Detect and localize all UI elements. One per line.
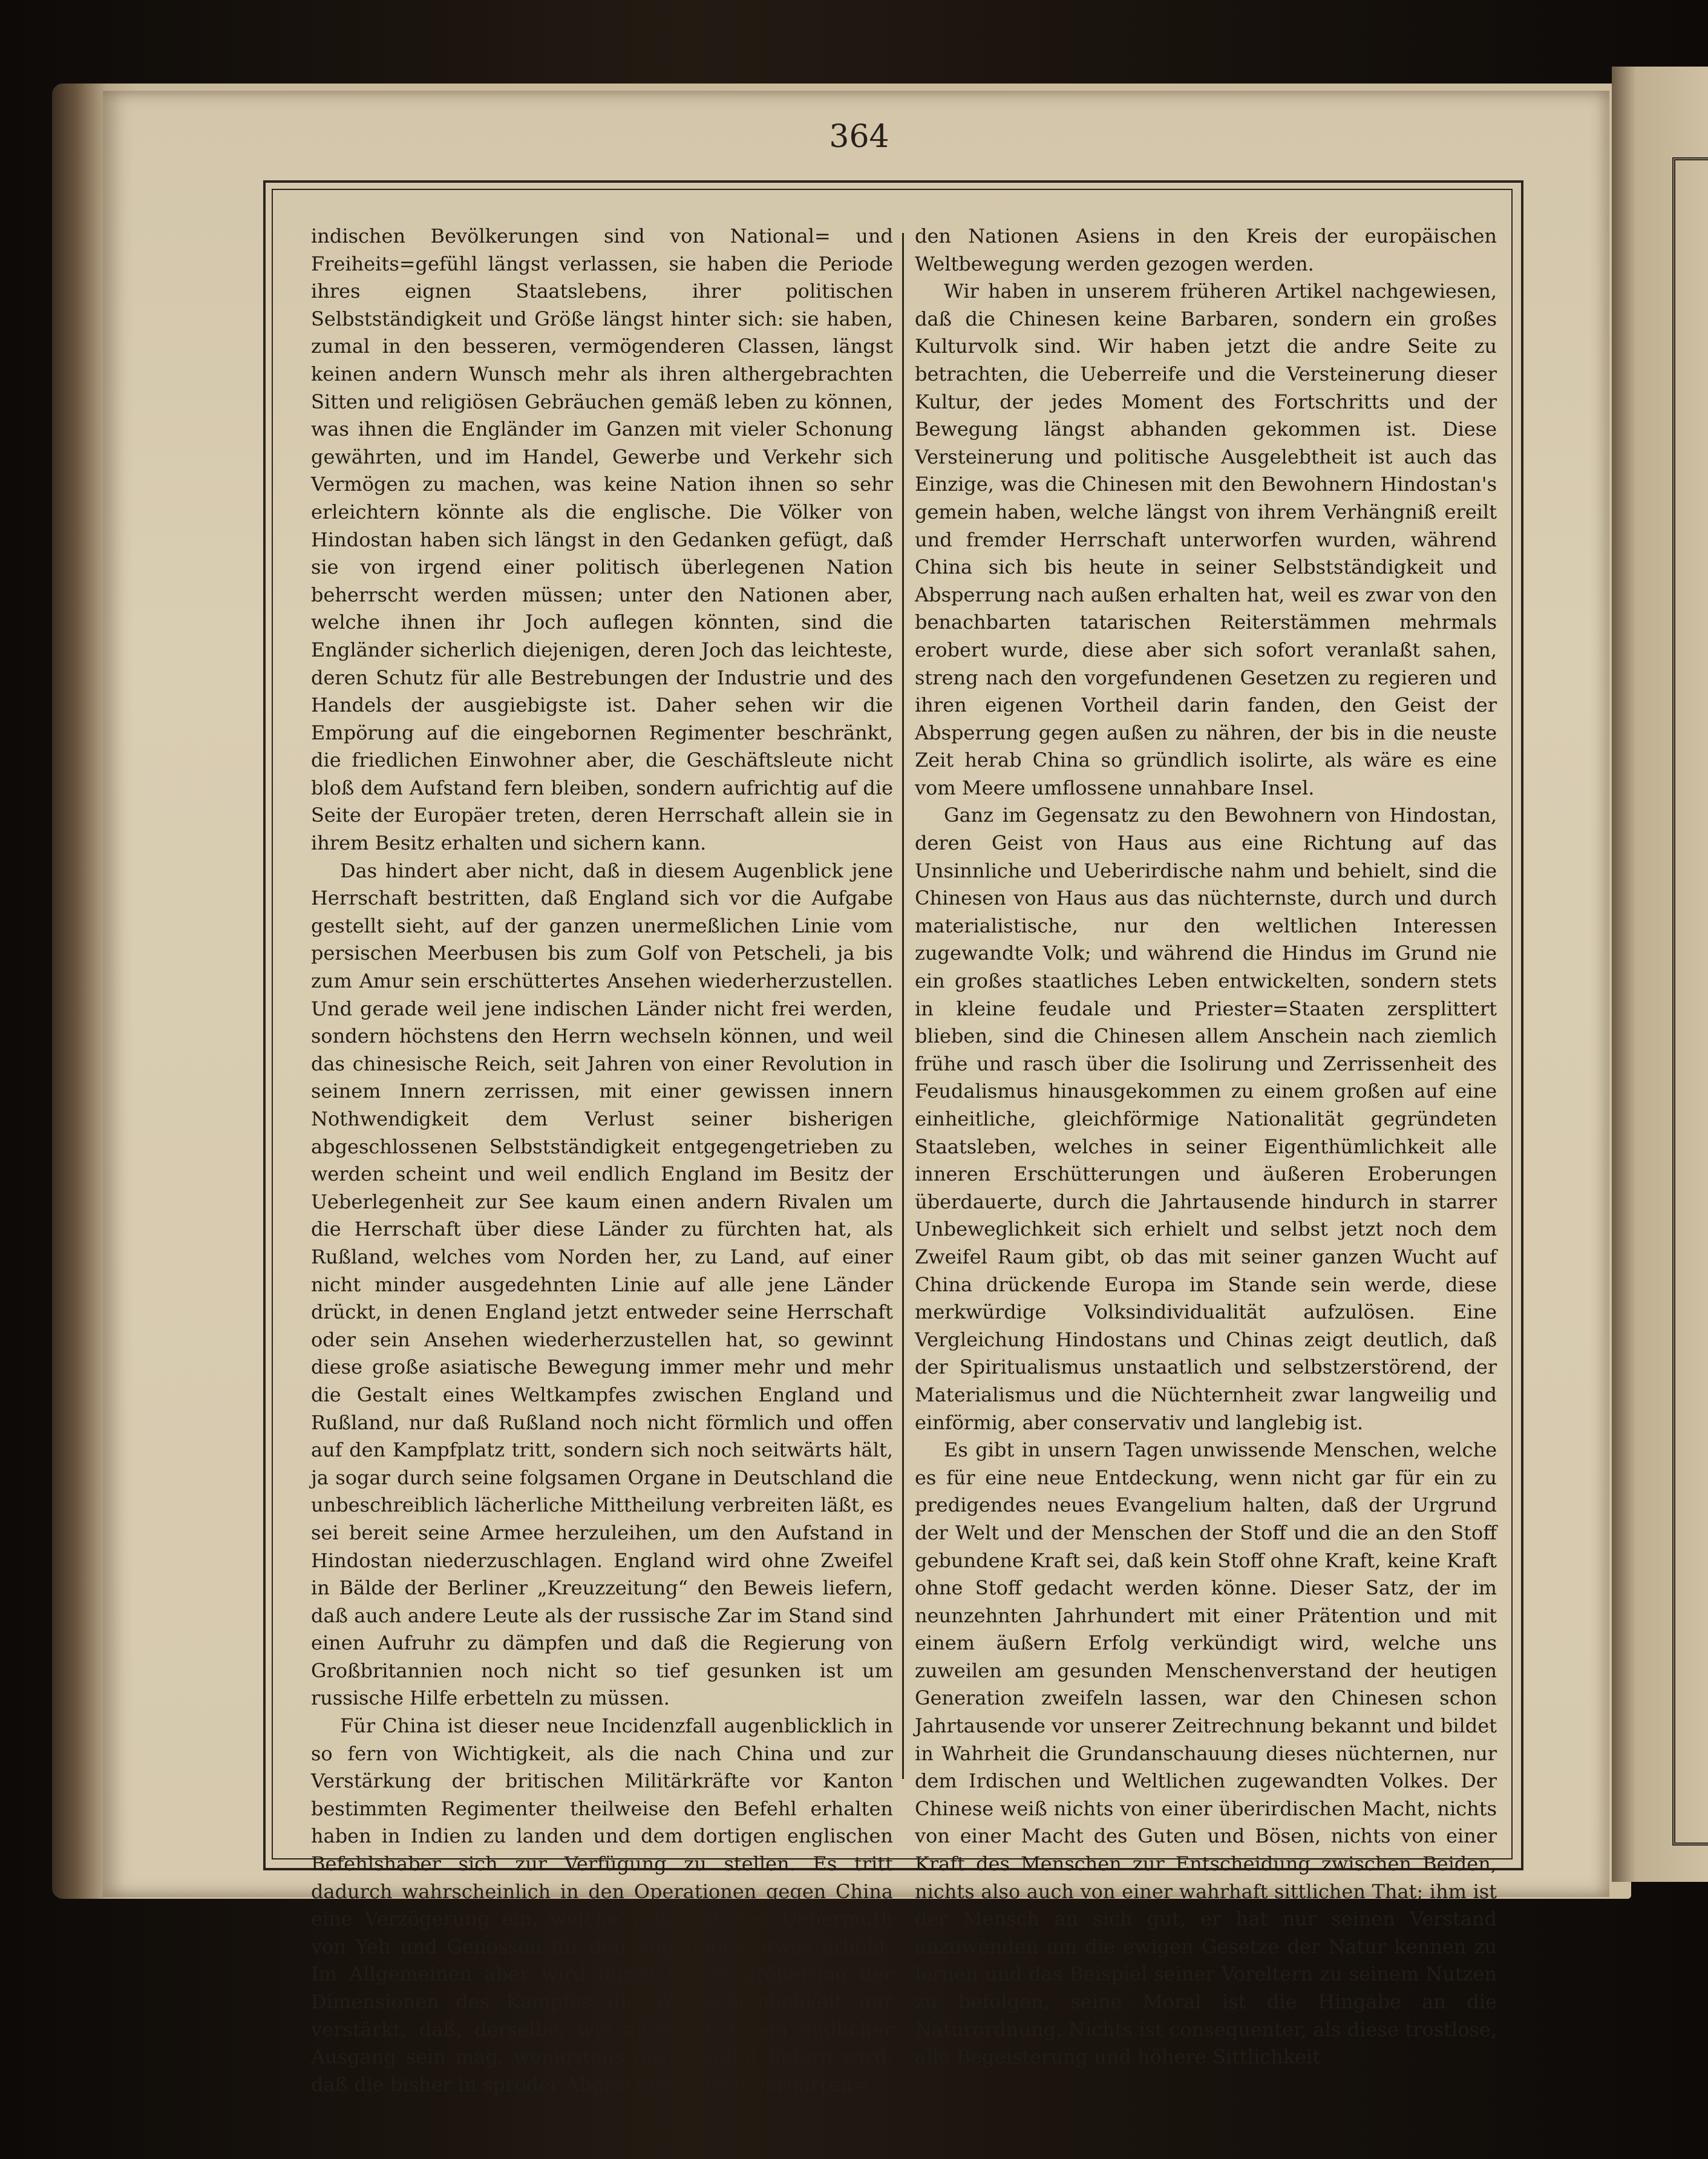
column-divider bbox=[902, 233, 904, 1779]
adjacent-page bbox=[1612, 67, 1708, 1882]
page-number: 364 bbox=[829, 119, 889, 155]
adjacent-page-frame bbox=[1672, 157, 1708, 1846]
right-paragraph-1: den Nationen Asiens in den Kreis der europäischen Weltbewegung werden gezogen werden. bbox=[915, 224, 1497, 275]
left-paragraph-3: Für China ist dieser neue Incidenzfall augenblicklich in so fern von Wichtigkeit, als die nach China und zur Verstärkung der britischen Militärkräfte vor Kanton bestimmten Regimenter theilweise den Befehl erhalten haben in Indien zu landen und dem dortigen englischen Befehlshaber sich zur Verfügung zu stellen. Es tritt dadurch wahrscheinlich in den Operationen gegen China eine Verzögerung ein, welche vielleicht den Uebermuth von Yeh und Genossen für den Augenblick etwas erhöht. Im Allgemeinen aber wird durch die Vergrößerung der Dimensionen des Kampfes die Wahrscheinlichkeit nur verstärkt, daß, derselbe, wie auch sonst sein endlicher Ausgang sein mag, wenigstens das Resultat liefern wird, daß die bisher in spröder Abgeschlossenheit verharren= bbox=[311, 1714, 893, 2096]
right-paragraph-3: Ganz im Gegensatz zu den Bewohnern von Hindostan, deren Geist von Haus aus eine Richtung auf das Unsinnliche und Ueberirdische nahm und behielt, sind die Chinesen von Haus aus das nüchternste, durch und durch materialistische, nur den weltlichen Interessen zugewandte Volk; und während die Hindus im Grund nie ein großes staatliches Leben entwickelten, sondern stets in kleine feudale und Priester=Staaten zersplittert blieben, sind die Chinesen allem Anschein nach ziemlich frühe und rasch über die Isolirung und Zerrissenheit des Feudalismus hinausgekommen zu einem großen auf eine einheitliche, gleichförmige Nationalität gegründeten Staatsleben, welches in seiner Eigenthümlichkeit alle inneren Erschütterungen und äußeren Eroberungen überdauerte, durch die Jahrtausende hindurch in starrer Unbeweglichkeit sich erhielt und selbst jetzt noch dem Zweifel Raum gibt, ob das mit seiner ganzen Wucht auf China drückende Europa im Stande sein werde, diese merkwürdige Volksindividualität aufzulösen. Eine Vergleichung Hindostans und Chinas zeigt deutlich, daß der Spiritualismus unstaatlich und selbstzerstörend, der Materialismus und die Nüchternheit zwar langweilig und einförmig, aber conservativ und langlebig ist. bbox=[915, 804, 1497, 1434]
left-paragraph-2: Das hindert aber nicht, daß in diesem Augenblick jene Herrschaft bestritten, daß England sich vor die Aufgabe gestellt sieht, auf der ganzen unermeßlichen Linie vom persischen Meerbusen bis zum Golf von Petscheli, ja bis zum Amur sein erschüttertes Ansehen wiederherzustellen. Und gerade weil jene indischen Länder nicht frei werden, sondern höchstens den Herrn wechseln können, und weil das chinesische Reich, seit Jahren von einer Revolution in seinem Innern zerrissen, mit einer gewissen innern Nothwendigkeit dem Verlust seiner bisherigen abgeschlossenen Selbstständigkeit entgegengetrieben zu werden scheint und weil endlich England im Besitz der Ueberlegenheit zur See kaum einen andern Rivalen um die Herrschaft über diese Länder zu fürchten hat, als Rußland, welches vom Norden her, zu Land, auf einer nicht minder ausgedehnten Linie auf alle jene Länder drückt, in denen England jetzt entweder seine Herrschaft oder sein Ansehen wiederherzustellen hat, so gewinnt diese große asiatische Bewegung immer mehr und mehr die Gestalt eines Weltkampfes zwischen England und Rußland, nur daß Rußland noch nicht förmlich und offen auf den Kampfplatz tritt, sondern sich noch seitwärts hält, ja sogar durch seine folgsamen Organe in Deutschland die unbeschreiblich lächerliche Mittheilung verbreiten läßt, es sei bereit seine Armee herzuleihen, um den Aufstand in Hindostan niederzuschlagen. England wird ohne Zweifel in Bälde der Berliner „Kreuzzeitung“ den Beweis liefern, daß auch andere Leute als der russische Zar im Stand sind einen Aufruhr zu dämpfen und daß die Regierung von Großbritannien noch nicht so tief gesunken ist um russische Hilfe erbetteln zu müssen. bbox=[311, 859, 893, 1710]
left-column bbox=[311, 223, 893, 2098]
right-paragraph-4: Es gibt in unsern Tagen unwissende Menschen, welche es für eine neue Entdeckung, wenn nicht gar für ein zu predigendes neues Evangelium halten, daß der Urgrund der Welt und der Menschen der Stoff und die an den Stoff gebundene Kraft sei, daß kein Stoff ohne Kraft, keine Kraft ohne Stoff gedacht werden könne. Dieser Satz, der im neunzehnten Jahrhundert mit einer Prätention und mit einem äußern Erfolg verkündigt wird, welche uns zuweilen am gesunden Menschenverstand der heutigen Generation zweifeln lassen, war den Chinesen schon Jahrtausende vor unserer Zeitrechnung bekannt und bildet in Wahrheit die Grundanschauung dieses nüchternen, nur dem Irdischen und Weltlichen zugewandten Volkes. Der Chinese weiß nichts von einer überirdischen Macht, nichts von einer Macht des Guten und Bösen, nichts von einer Kraft des Menschen zur Entscheidung zwischen Beiden, nichts also auch von einer wahrhaft sittlichen That; ihm ist der Mensch an sich gut, er hat nur seinen Verstand anzuwenden um die ewigen Gesetze der Natur kennen zu lernen und das Beispiel seiner Voreltern zu seinem Nutzen zu befolgen, seine Moral ist die Hingabe an die Naturordnung. Nichts ist consequenter, als diese trostlose, alle Begeisterung und höhere Sittlichkeit bbox=[915, 1438, 1497, 2069]
right-column bbox=[915, 223, 1497, 2071]
left-paragraph-1: indischen Bevölkerungen sind von National= und Freiheits=gefühl längst verlassen, sie haben die Periode ihres eignen Staatslebens, ihrer politischen Selbstständigkeit und Größe längst hinter sich: sie haben, zumal in den besseren, vermögenderen Classen, längst keinen andern Wunsch mehr als ihren althergebrachten Sitten und religiösen Gebräuchen gemäß leben zu können, was ihnen die Engländer im Ganzen mit vieler Schonung gewährten, und im Handel, Gewerbe und Verkehr sich Vermögen zu machen, was keine Nation ihnen so sehr erleichtern könnte als die englische. Die Völker von Hindostan haben sich längst in den Gedanken gefügt, daß sie von irgend einer politisch überlegenen Nation beherrscht werden müssen; unter den Nationen aber, welche ihnen ihr Joch auflegen könnten, sind die Engländer sicherlich diejenigen, deren Joch das leichteste, deren Schutz für alle Bestrebungen der Industrie und des Handels der ausgiebigste ist. Daher sehen wir die Empörung auf die eingebornen Regimenter beschränkt, die friedlichen Einwohner aber, die Geschäftsleute nicht bloß dem Aufstand fern bleiben, sondern aufrichtig auf die Seite der Europäer treten, deren Herrschaft allein sie in ihrem Besitz erhalten und sichern kann. bbox=[311, 224, 893, 855]
right-paragraph-2: Wir haben in unserem früheren Artikel nachgewiesen, daß die Chinesen keine Barbaren, sondern ein großes Kulturvolk sind. Wir haben jetzt die andre Seite zu betrachten, die Ueberreife und die Versteinerung dieser Kultur, der jedes Moment des Fortschritts und der Bewegung längst abhanden gekommen ist. Diese Versteinerung und politische Ausgelebtheit ist auch das Einzige, was die Chinesen mit den Bewohnern Hindostan's gemein haben, welche längst von ihrem Verhängniß ereilt und fremder Herrschaft unterworfen wurden, während China sich bis heute in seiner Selbstständigkeit und Absperrung nach außen erhalten hat, weil es zwar von den benachbarten tatarischen Reiterstämmen mehrmals erobert wurde, diese aber sich sofort veranlaßt sahen, streng nach den vorgefundenen Gesetzen zu regieren und ihren eigenen Vortheil darin fanden, den Geist der Absperrung gegen außen zu nähren, der bis in die neuste Zeit herab China so gründlich isolirte, als wäre es eine vom Meere umflossene unnahbare Insel. bbox=[915, 280, 1497, 799]
